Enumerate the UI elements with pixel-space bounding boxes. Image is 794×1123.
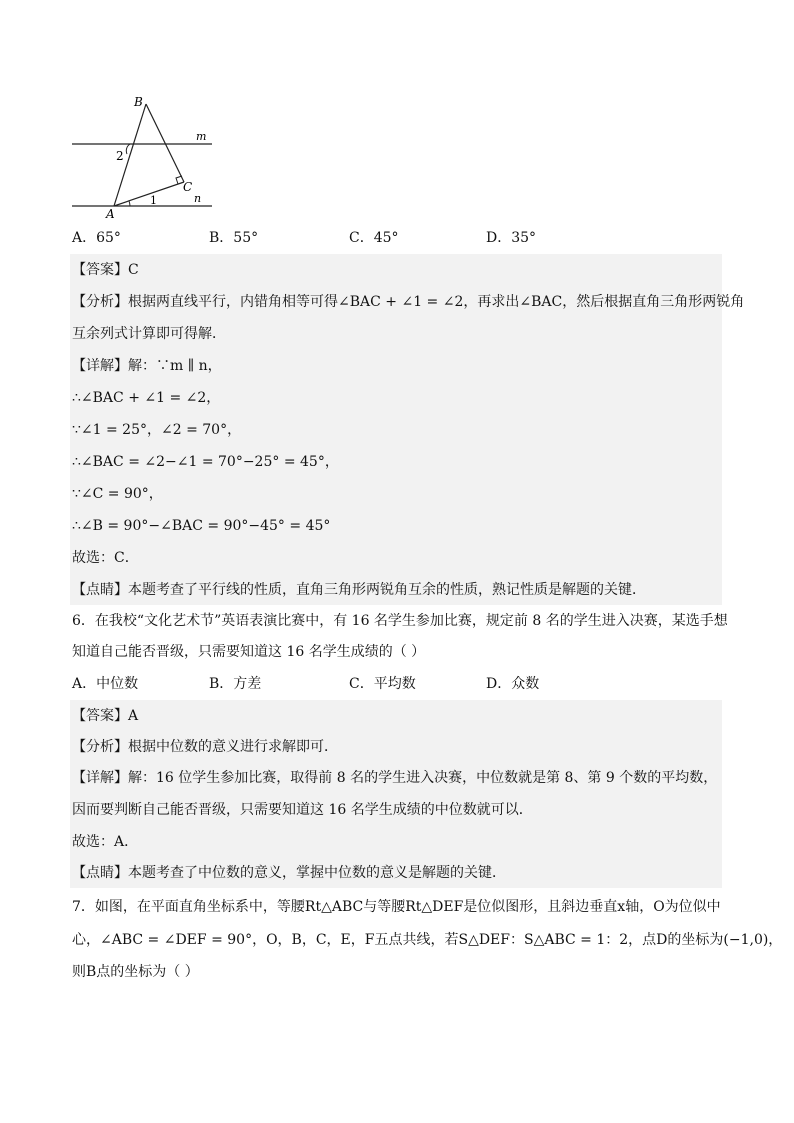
q7-stem-line-2: 心，∠ABC = ∠DEF = 90°，O，B，C，E，F五点共线，若S△DEF：S△ABC = 1：2，点D的坐标为(−1,0)，	[72, 932, 783, 948]
q5-detail-line-2: ∴∠BAC + ∠1 = ∠2，	[72, 390, 221, 406]
q6-option-a: A．中位数	[72, 676, 139, 692]
label-b: B	[134, 95, 143, 109]
parallel-lines-triangle-diagram	[70, 92, 220, 222]
q5-comment: 【点睛】本题考查了平行线的性质，直角三角形两锐角互余的性质，熟记性质是解题的关键．	[72, 582, 646, 598]
q5-detail-line-5: ∵∠C = 90°，	[72, 486, 163, 502]
q6-option-d: D．众数	[486, 676, 540, 692]
label-angle-2: 2	[116, 149, 124, 163]
q5-detail-line-3: ∵∠1 = 25°，∠2 = 70°，	[72, 422, 242, 438]
q6-choice: 故选：A．	[72, 834, 139, 850]
segment-bc	[146, 104, 184, 182]
q6-comment: 【点睛】本题考查了中位数的意义，掌握中位数的意义是解题的关键．	[72, 865, 506, 881]
label-c: C	[183, 180, 193, 194]
q6-detail-line-1: 【详解】解：16 位学生参加比赛，取得前 8 名的学生进入决赛，中位数就是第 8、第 9 个数的平均数，	[72, 770, 718, 786]
q6-stem-line-1: 6．在我校“文化艺术节”英语表演比赛中，有 16 名学生参加比赛，规定前 8 名的学生进入决赛，某选手想	[72, 613, 728, 629]
label-n: n	[194, 192, 202, 205]
q5-detail-line-6: ∴∠B = 90°−∠BAC = 90°−45° = 45°	[72, 518, 331, 534]
q6-detail-line-2: 因而要判断自己能否晋级，只需要知道这 16 名学生成绩的中位数就可以．	[72, 802, 533, 818]
q7-stem-line-3: 则B点的坐标为（ ）	[72, 964, 199, 980]
q6-solution-box	[70, 700, 722, 888]
angle-1-arc	[129, 201, 130, 206]
q5-option-b: B．55°	[209, 230, 259, 246]
q5-option-a: A．65°	[72, 230, 121, 246]
q5-option-d: D．35°	[486, 230, 537, 246]
segment-ac	[114, 182, 184, 206]
q5-detail-line-4: ∴∠BAC = ∠2−∠1 = 70°−25° = 45°，	[72, 454, 339, 470]
q5-analysis-line-1: 【分析】根据两直线平行，内错角相等可得∠BAC + ∠1 = ∠2，再求出∠BAC，然后根据直角三角形两锐角	[72, 294, 745, 310]
q5-analysis-line-2: 互余列式计算即可得解．	[72, 326, 226, 342]
label-a: A	[106, 207, 115, 221]
label-m: m	[196, 130, 207, 143]
q5-answer: 【答案】C	[72, 262, 139, 278]
q6-stem-line-2: 知道自己能否晋级，只需要知道这 16 名学生成绩的（ ）	[72, 644, 426, 660]
q7-stem-line-1: 7．如图，在平面直角坐标系中，等腰Rt△ABC与等腰Rt△DEF是位似图形，且斜边垂直x轴，O为位似中	[72, 899, 721, 915]
q5-choice: 故选：C．	[72, 550, 139, 566]
label-angle-1: 1	[150, 194, 157, 207]
angle-2-arc	[126, 144, 130, 154]
q6-analysis: 【分析】根据中位数的意义进行求解即可．	[72, 739, 338, 755]
geometry-figure	[70, 92, 220, 222]
q6-option-c: C．平均数	[349, 676, 416, 692]
q6-answer: 【答案】A	[72, 708, 139, 724]
q5-option-c: C．45°	[349, 230, 399, 246]
q5-detail-line-1: 【详解】解：∵m ∥ n，	[72, 358, 222, 374]
q6-option-b: B．方差	[209, 676, 262, 692]
